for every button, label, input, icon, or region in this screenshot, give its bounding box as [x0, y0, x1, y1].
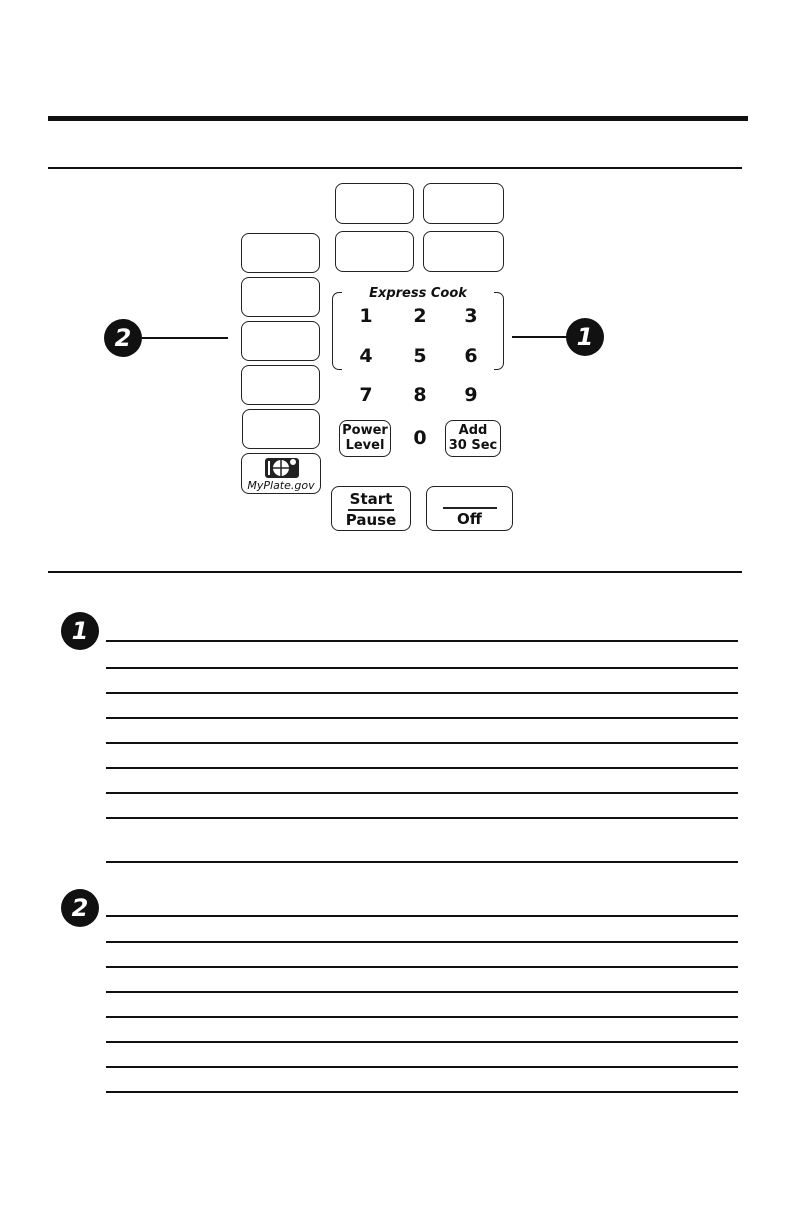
section-2-line [106, 1016, 738, 1018]
digit-0[interactable]: 0 [413, 427, 427, 449]
top-rule [48, 116, 748, 121]
section-2-line [106, 1066, 738, 1068]
blank-key-second-right[interactable] [423, 231, 504, 272]
section-2-line [106, 991, 738, 993]
section-1-line [106, 667, 738, 669]
section-1-line [106, 792, 738, 794]
digit-9[interactable]: 9 [464, 384, 478, 406]
section-1-line [106, 767, 738, 769]
pause-label: Pause [345, 511, 397, 529]
off-label: Off [457, 510, 482, 528]
panel-top-rule [48, 167, 742, 169]
power-level-button[interactable] [339, 420, 391, 457]
section-2-line [106, 915, 738, 917]
left-key-5[interactable] [242, 409, 320, 449]
myplate-logo-icon [264, 457, 300, 479]
blank-key-top-right[interactable] [423, 183, 504, 224]
section-1-line [106, 861, 738, 863]
digit-7[interactable]: 7 [359, 384, 373, 406]
section-1-line [106, 817, 738, 819]
panel-bottom-rule [48, 571, 742, 573]
section-2-badge: 2 [61, 889, 99, 927]
myplate-key[interactable] [241, 453, 321, 494]
digit-4[interactable]: 4 [359, 345, 373, 367]
digit-1[interactable]: 1 [359, 305, 373, 327]
power-level-line2: Level [345, 438, 385, 453]
callout-line-right [512, 336, 568, 338]
section-2-line [106, 966, 738, 968]
left-key-1[interactable] [241, 233, 320, 273]
section-1-line [106, 640, 738, 642]
digit-2[interactable]: 2 [413, 305, 427, 327]
section-1-badge: 1 [61, 612, 99, 650]
power-level-line1: Power [342, 423, 388, 438]
callout-badge-left: 2 [104, 319, 142, 357]
myplate-label: MyPlate.gov [247, 479, 315, 492]
section-2-line [106, 1091, 738, 1093]
start-label: Start [349, 490, 393, 508]
digit-6[interactable]: 6 [464, 345, 478, 367]
section-1-line [106, 717, 738, 719]
blank-key-second-left[interactable] [335, 231, 414, 272]
left-key-3[interactable] [241, 321, 320, 361]
digit-8[interactable]: 8 [413, 384, 427, 406]
off-divider [443, 507, 497, 509]
digit-5[interactable]: 5 [413, 345, 427, 367]
section-2-line [106, 1041, 738, 1043]
off-button[interactable] [426, 486, 513, 531]
express-bracket-right [494, 292, 504, 370]
blank-key-top-left[interactable] [335, 183, 414, 224]
section-1-line [106, 692, 738, 694]
left-key-2[interactable] [241, 277, 320, 317]
express-cook-label: Express Cook [369, 286, 467, 301]
section-1-line [106, 742, 738, 744]
add-30-sec-line1: Add [458, 423, 488, 438]
callout-line-left [142, 337, 228, 339]
digit-3[interactable]: 3 [464, 305, 478, 327]
start-pause-button[interactable] [331, 486, 411, 531]
add-30-sec-line2: 30 Sec [448, 438, 498, 453]
add-30-sec-button[interactable] [445, 420, 501, 457]
left-key-4[interactable] [241, 365, 320, 405]
section-2-line [106, 941, 738, 943]
express-bracket-left [332, 292, 342, 370]
callout-badge-right: 1 [566, 318, 604, 356]
